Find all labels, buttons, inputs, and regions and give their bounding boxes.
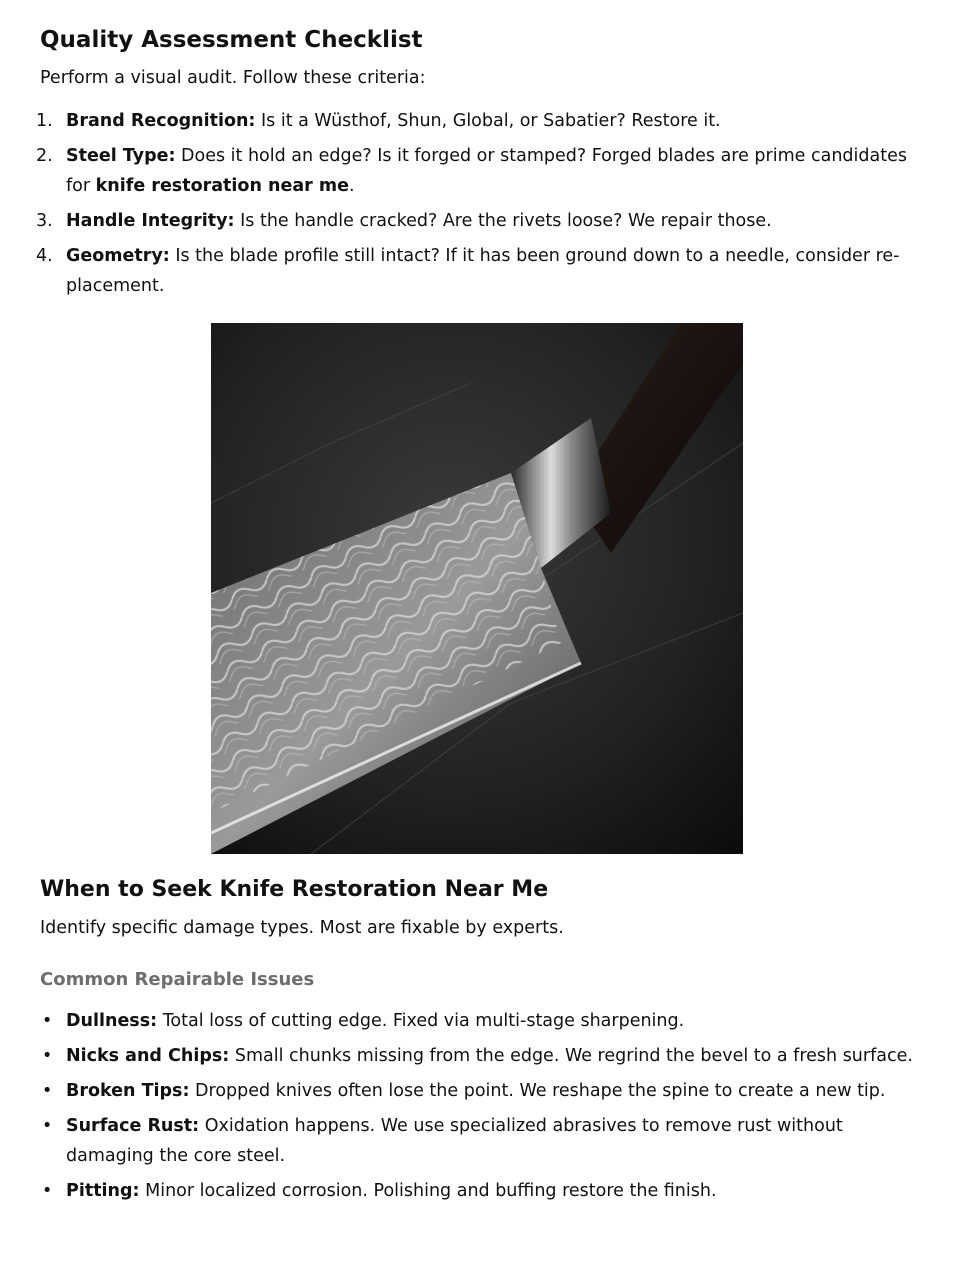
item-label: Nicks and Chips: — [66, 1046, 230, 1066]
issues-list — [40, 1006, 922, 1206]
list-item — [40, 1041, 922, 1071]
section-intro: Identify specific damage types. Most are fixable by experts. — [40, 918, 564, 938]
item-text-tail: . — [348, 176, 355, 196]
list-number: 4. — [36, 246, 53, 266]
section-title-quality-checklist: Quality Assessment Checklist — [40, 27, 423, 53]
section-title-when-to-seek: When to Seek Knife Restoration Near Me — [40, 877, 549, 902]
item-label: Dullness: — [66, 1011, 158, 1031]
bullet: • — [42, 1181, 53, 1201]
list-number: 3. — [36, 211, 53, 231]
bullet: • — [42, 1116, 53, 1136]
item-text: Small chunks missing from the edge. We regrind the bevel to a fresh surface. — [229, 1046, 913, 1066]
list-number: 2. — [36, 146, 53, 166]
bullet: • — [42, 1011, 53, 1031]
item-text: Oxidation happens. We use specialized abrasives to remove rust without damaging the core steel. — [66, 1116, 843, 1166]
item-text: Minor localized corrosion. Polishing and buffing restore the finish. — [139, 1181, 717, 1201]
item-text: Does it hold an edge? Is it forged or stamped? Forged blades are prime candidates for — [66, 146, 907, 196]
item-label: Pitting: — [66, 1181, 140, 1201]
list-item — [40, 1006, 922, 1036]
list-item — [36, 106, 922, 136]
list-item — [36, 241, 922, 301]
item-text: Is it a Wüsthof, Shun, Global, or Sabatier? Restore it. — [255, 111, 721, 131]
item-label: Broken Tips: — [66, 1081, 190, 1101]
item-text: Is the blade profile still intact? If it has been ground down to a needle, consider re-placement. — [66, 246, 900, 296]
list-number: 1. — [36, 111, 53, 131]
item-label: Brand Recognition: — [66, 111, 256, 131]
item-label: Steel Type: — [66, 146, 176, 166]
item-text: Total loss of cutting edge. Fixed via multi-stage sharpening. — [157, 1011, 685, 1031]
damascus-knife-image — [211, 323, 743, 854]
knife-illustration — [211, 323, 743, 854]
item-text: Is the handle cracked? Are the rivets loose? We repair those. — [234, 211, 772, 231]
keyword-bold: knife restoration near me — [95, 176, 349, 196]
list-item — [36, 141, 922, 201]
bullet: • — [42, 1046, 53, 1066]
item-label: Surface Rust: — [66, 1116, 200, 1136]
list-item — [40, 1111, 922, 1171]
item-text: Dropped knives often lose the point. We reshape the spine to create a new tip. — [189, 1081, 886, 1101]
item-label: Geometry: — [66, 246, 170, 266]
checklist — [36, 106, 922, 301]
section-intro: Perform a visual audit. Follow these criteria: — [40, 68, 426, 88]
list-item — [40, 1076, 922, 1106]
subsection-title: Common Repairable Issues — [40, 969, 315, 990]
list-item — [36, 206, 922, 236]
bullet: • — [42, 1081, 53, 1101]
list-item — [40, 1176, 922, 1206]
item-label: Handle Integrity: — [66, 211, 235, 231]
